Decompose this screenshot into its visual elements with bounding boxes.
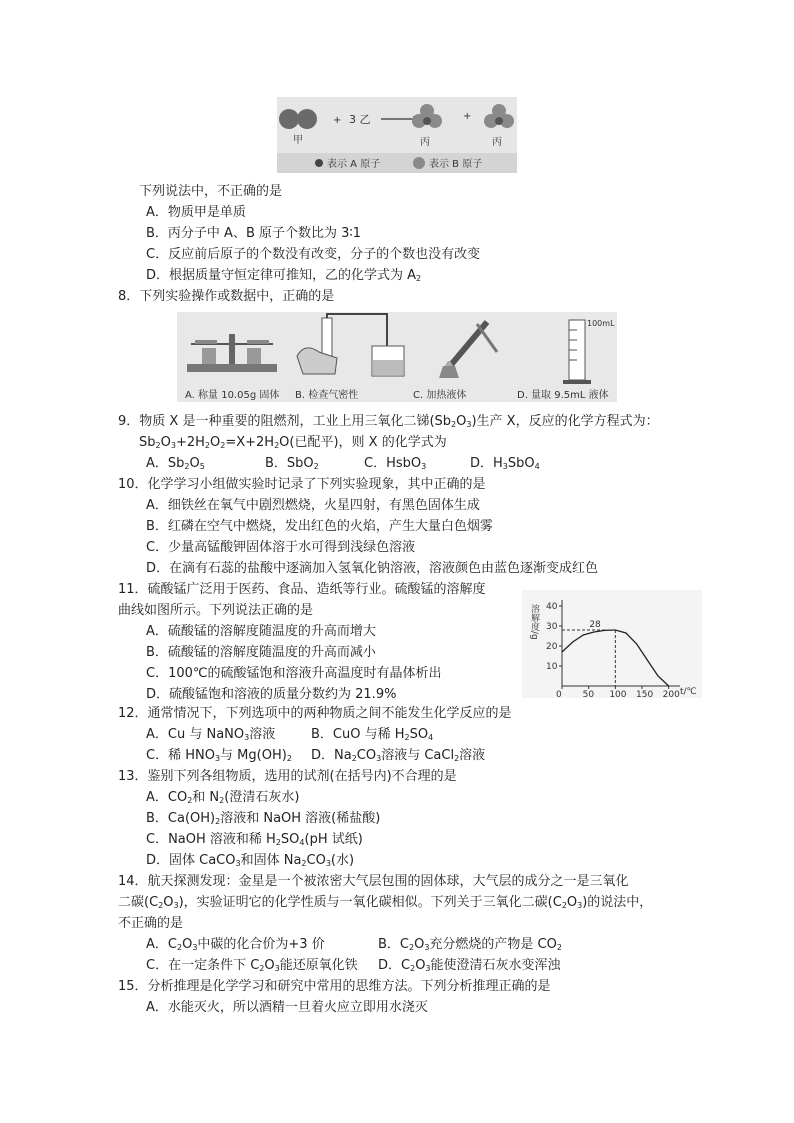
q11-option-c: C．100℃的硫酸锰饱和溶液升高温度时有晶体析出: [146, 666, 442, 681]
x-tick-label: 100: [609, 690, 627, 698]
q7-option-a: A．物质甲是单质: [146, 205, 246, 220]
q9-equation: $Sb_2O_3+2H_2O_2=X+2H_2O$(已配平)，则 X 的化学式为: [139, 435, 447, 450]
q15-option-a: A．水能灭火，所以酒精一旦着火应立即用水浇灭: [146, 1000, 428, 1015]
label-bing-1: 丙: [420, 137, 430, 148]
legend-a-atom: 表示 A 原子: [327, 159, 381, 170]
y-tick-label: 40: [546, 602, 558, 612]
y-tick-label: 20: [546, 642, 558, 652]
q9-option-d: D．$H_3SbO_4$: [470, 456, 540, 471]
q7-option-b: B．丙分子中 A、B 原子个数比为 3∶1: [146, 226, 362, 241]
q12-option-b: B．CuO 与稀 $H_2SO_4$: [311, 727, 434, 742]
q14-stem-line3: 不正确的是: [118, 916, 184, 931]
q14-option-b: B．$C_2O_3$充分燃烧的产物是 $CO_2$: [378, 937, 562, 952]
q12-option-c: C．稀 $HNO_3$与 $Mg(OH)_2$: [146, 748, 292, 763]
q7-option-c: C．反应前后原子的个数没有改变，分子的个数也没有改变: [146, 247, 481, 262]
q11-stem-line1: 11．硫酸锰广泛用于医药、食品、造纸等行业。硫酸锰的溶解度: [118, 582, 486, 597]
q7-stem: 下列说法中，不正确的是: [139, 184, 283, 199]
q8-apparatus-figure: [177, 312, 617, 402]
caption-a: A. 称量 10.05g 固体: [185, 390, 280, 401]
q12-stem: 12．通常情况下，下列选项中的两种物质之间不能发生化学反应的是: [118, 706, 512, 721]
q10-option-d: D．在滴有石蕊的盐酸中逐滴加入氢氧化钠溶液，溶液颜色由蓝色逐渐变成红色: [146, 561, 599, 576]
q10-option-c: C．少量高锰酸钾固体溶于水可得到浅绿色溶液: [146, 540, 416, 555]
x-tick-label: 150: [636, 690, 654, 698]
legend-a-atom-icon: [315, 159, 323, 167]
plus-sign-2: +: [463, 111, 472, 122]
q14-option-c: C．在一定条件下 $C_2O_3$能还原氧化铁: [146, 958, 358, 973]
q7-option-d: D．根据质量守恒定律可推知，乙的化学式为 $A_2$: [146, 268, 422, 283]
caption-d: D. 量取 9.5mL 液体: [517, 390, 609, 401]
x-axis-label: t/℃: [680, 687, 697, 697]
q12-option-d: D．$Na_2CO_3$溶液与 CaCl$_2$溶液: [311, 748, 486, 763]
q13-option-d: D．固体 CaCO$_3$和固体 $Na_2CO_3$(水): [146, 853, 355, 868]
legend-b-atom-icon: [413, 157, 425, 169]
x-tick-label: 0: [556, 690, 562, 698]
q13-option-b: B．$Ca(OH)_2$溶液和 NaOH 溶液(稀盐酸): [146, 811, 381, 826]
q10-option-a: A．细铁丝在氧气中剧烈燃烧，火星四射，有黑色固体生成: [146, 498, 480, 513]
q12-option-a: A．Cu 与 NaNO$_3$溶液: [146, 727, 276, 742]
label-bing-2: 丙: [492, 137, 502, 148]
q10-stem: 10．化学学习小组做实验时记录了下列实验现象，其中正确的是: [118, 477, 486, 492]
q8-stem: 8．下列实验操作或数据中，正确的是: [118, 289, 335, 304]
cylinder-volume-label: 100mL: [587, 319, 615, 328]
y-axis-label: 溶解度/g: [529, 604, 539, 640]
q9-stem: 9．物质 X 是一种重要的阻燃剂，工业上用三氧化二锑$(Sb_2O_3)$生产 X，反应的化学方程式为：: [118, 414, 659, 429]
solubility-chart: [522, 590, 702, 698]
caption-c: C. 加热液体: [413, 390, 467, 401]
legend-b-atom: 表示 B 原子: [429, 159, 483, 170]
q13-stem: 13．鉴别下列各组物质，选用的试剂(在括号内)不合理的是: [118, 769, 457, 784]
y-tick-label: 30: [546, 622, 558, 632]
q14-option-d: D．$C_2O_3$能使澄清石灰水变浑浊: [378, 958, 561, 973]
caption-b: B. 检查气密性: [295, 390, 359, 401]
q11-option-d: D．硫酸锰饱和溶液的质量分数约为 21.9%: [146, 687, 397, 702]
q14-stem-line2: 二碳$(C_2O_3)$，实验证明它的化学性质与一氧化碳相似。下列关于三氧化二碳$(C_2O_3)$的说法中，: [118, 895, 653, 910]
q11-stem-line2: 曲线如图所示。下列说法正确的是: [118, 603, 314, 618]
q11-option-b: B．硫酸锰的溶解度随温度的升高而减小: [146, 645, 376, 660]
q13-option-c: C．NaOH 溶液和稀 $H_2SO_4(pH$ 试纸): [146, 832, 363, 847]
x-tick-label: 50: [582, 690, 595, 698]
x-tick-label: 200: [662, 690, 680, 698]
q11-option-a: A．硫酸锰的溶解度随温度的升高而增大: [146, 624, 376, 639]
q15-stem: 15．分析推理是化学学习和研究中常用的思维方法。下列分析推理正确的是: [118, 979, 551, 994]
reaction-figure: [277, 97, 517, 173]
q13-option-a: A．$CO_2$和 $N_2$(澄清石灰水): [146, 790, 300, 805]
label-jia: 甲: [293, 135, 303, 146]
q9-option-b: B．SbO$_2$: [265, 456, 319, 471]
q14-option-a: A．$C_2O_3$中碳的化合价为+3 价: [146, 937, 325, 952]
coefficient-yi: 3 乙: [349, 113, 371, 126]
plus-sign-1: +: [333, 115, 342, 126]
y-tick-label: 10: [546, 662, 558, 672]
q10-option-b: B．红磷在空气中燃烧，发出红色的火焰，产生大量白色烟雾: [146, 519, 493, 534]
q9-option-a: A．$Sb_2O_5$: [146, 456, 205, 471]
q14-stem-line1: 14．航天探测发现：金星是一个被浓密大气层包围的固体球，大气层的成分之一是三氧化: [118, 874, 629, 889]
peak-annotation: 28: [589, 620, 601, 630]
q9-option-c: C．HsbO$_3$: [364, 456, 427, 471]
